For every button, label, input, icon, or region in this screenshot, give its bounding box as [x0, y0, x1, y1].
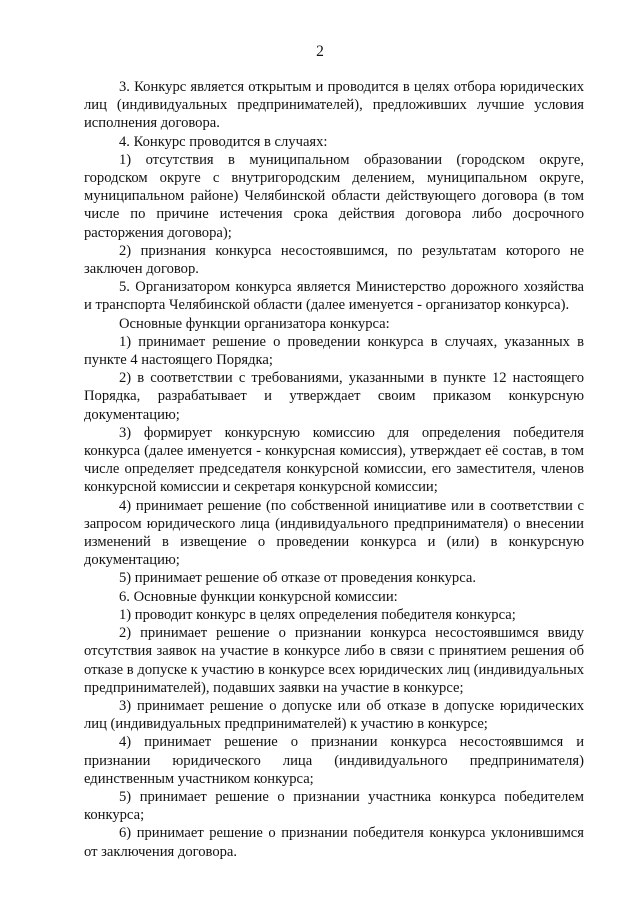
paragraph-5-organizer: 5. Организатором конкурса является Министерство дорожного хозяйства и транспорта Челябинской области (далее именуется - организатор конкурса).	[84, 279, 584, 314]
paragraph-3-open-contest: 3. Конкурс является открытым и проводится в целях отбора юридических лиц (индивидуальных предпринимателей), предложивших лучшие условия исполнения договора.	[84, 79, 584, 132]
organizer-function-1: 1) принимает решение о проведении конкурса в случаях, указанных в пункте 4 настоящего Порядка;	[84, 333, 584, 369]
document-body	[84, 78, 584, 861]
paragraph-4-cases-heading: 4. Конкурс проводится в случаях:	[119, 133, 328, 150]
commission-function-6: 6) принимает решение о признании победителя конкурса уклонившимся от заключения договора.	[84, 825, 584, 860]
paragraph-4-item-1: 1) отсутствия в муниципальном образовании (городском округе, городском округе с внутригородским делением, муниципальном округе, муниципальном районе) Челябинской области действующего договора (в том числе по причине истечения срока действия договора либо досрочного расторжения договора);	[84, 151, 584, 241]
commission-function-3: 3) принимает решение о допуске или об отказе в допуске юридических лиц (индивидуальных предпринимателей) к участию в конкурсе;	[84, 697, 584, 733]
organizer-function-5: 5) принимает решение об отказе от проведения конкурса.	[119, 570, 477, 587]
commission-function-5: 5) принимает решение о признании участника конкурса победителем конкурса;	[84, 788, 584, 824]
organizer-function-3: 3) формирует конкурсную комиссию для определения победителя конкурса (далее именуется - конкурсная комиссия), утверждает её состав, в том числе определяет председателя конкурсной комиссии, его заместителя, членов конкурсной комиссии и секретаря конкурсной комиссии;	[84, 424, 584, 496]
paragraph-6-commission-heading: 6. Основные функции конкурсной комиссии:	[119, 588, 398, 605]
organizer-functions-heading: Основные функции организатора конкурса:	[119, 315, 390, 332]
commission-function-2: 2) принимает решение о признании конкурса несостоявшимся ввиду отсутствия заявок на участие в конкурсе либо в связи с принятием решения об отказе в допуске к участию в конкурсе всех юридических лиц (индивидуальных предпринимателей), подавших заявки на участие в конкурсе;	[84, 625, 584, 696]
organizer-function-2: 2) в соответствии с требованиями, указанными в пункте 12 настоящего Порядка, разрабатывает и утверждает своим приказом конкурсную документацию;	[84, 370, 584, 423]
commission-function-4: 4) принимает решение о признании конкурса несостоявшимся и признании юридического лица (индивидуального предпринимателя) единственным участником конкурса;	[84, 734, 584, 787]
commission-function-1: 1) проводит конкурс в целях определения победителя конкурса;	[119, 606, 516, 623]
paragraph-4-item-2: 2) признания конкурса несостоявшимся, по результатам которого не заключен договор.	[84, 242, 584, 278]
organizer-function-4: 4) принимает решение (по собственной инициативе или в соответствии с запросом юридического лица (индивидуального предпринимателя) о внесении изменений в извещение о проведении конкурса и (или) в конкурсную документацию;	[84, 497, 584, 569]
page-number: 2	[316, 43, 324, 60]
